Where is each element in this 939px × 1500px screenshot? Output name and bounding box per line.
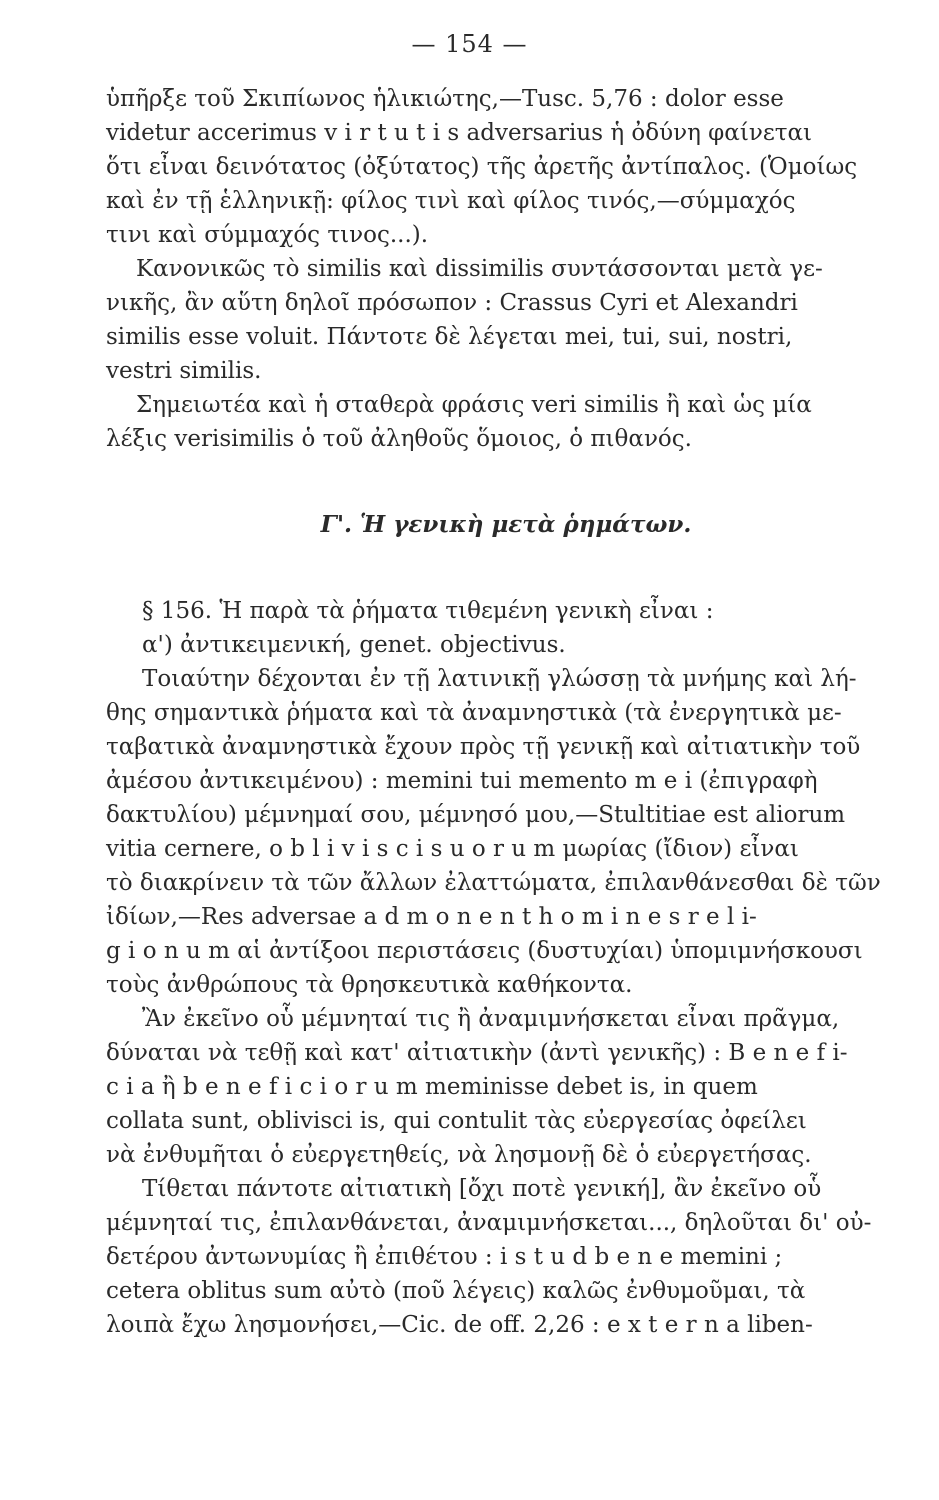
text-line: g i o n u m αἱ ἀντίξοοι περιστάσεις (δυστυχίαι) ὑπομιμνήσκουσι	[106, 938, 863, 964]
text-line: α') ἀντικειμενική, genet. objectivus.	[142, 632, 566, 658]
text-line: τοὺς ἀνθρώπους τὰ θρησκευτικὰ καθήκοντα.	[106, 972, 633, 998]
text-line: Τίθεται πάντοτε αἰτιατικὴ [ὄχι ποτὲ γενική], ἂν ἐκεῖνο οὗ	[142, 1176, 822, 1202]
text-line: καὶ ἐν τῇ ἑλληνικῇ: φίλος τινὶ καὶ φίλος τινός,—σύμμαχός	[106, 188, 796, 214]
section-heading: Γ'. Ἡ γενικὴ μετὰ ῥημάτων.	[320, 511, 692, 538]
text-line: τινι καὶ σύμμαχός τινος...).	[106, 222, 429, 248]
text-line: Κανονικῶς τὸ similis καὶ dissimilis συντάσσονται μετὰ γε-	[136, 256, 823, 282]
text-line: ἰδίων,—Res adversae a d m o n e n t h o m i n e s r e l i-	[106, 904, 757, 930]
text-line: τὸ διακρίνειν τὰ τῶν ἄλλων ἐλαττώματα, ἐπιλανθάνεσθαι δὲ τῶν	[106, 870, 881, 896]
text-line: νικῆς, ἂν αὕτη δηλοῖ πρόσωπον : Crassus Cyri et Alexandri	[106, 290, 798, 316]
text-line: Ἂν ἐκεῖνο οὗ μέμνηταί τις ἢ ἀναμιμνήσκεται εἶναι πρᾶγμα,	[142, 1006, 840, 1032]
text-line: vitia cernere, o b l i v i s c i s u o r u m μωρίας (ἴδιον) εἶναι	[106, 836, 799, 862]
text-line: δακτυλίου) μέμνημαί σου, μέμνησό μου,—Stultitiae est aliorum	[106, 802, 846, 828]
text-line: δετέρου ἀντωνυμίας ἢ ἐπιθέτου : i s t u d b e n e memini ;	[106, 1244, 783, 1270]
text-line: Σημειωτέα καὶ ἡ σταθερὰ φράσις veri similis ἢ καὶ ὡς μία	[136, 392, 812, 418]
text-line: collata sunt, oblivisci is, qui contulit τὰς εὐεργεσίας ὀφείλει	[106, 1108, 807, 1134]
text-line: vestri similis.	[106, 358, 262, 384]
text-line: μέμνηταί τις, ἐπιλανθάνεται, ἀναμιμνήσκεται..., δηλοῦται δι' οὐ-	[106, 1210, 872, 1236]
text-line: λέξις verisimilis ὁ τοῦ ἀληθοῦς ὅμοιος, ὁ πιθανός.	[106, 426, 692, 452]
text-line: Τοιαύτην δέχονται ἐν τῇ λατινικῇ γλώσσῃ τὰ μνήμης καὶ λή-	[142, 666, 857, 692]
text-line: ἀμέσου ἀντικειμένου) : memini tui memento m e i (ἐπιγραφὴ	[106, 768, 818, 794]
text-line: λοιπὰ ἔχω λησμονήσει,—Cic. de off. 2,26 : e x t e r n a liben-	[106, 1312, 813, 1338]
text-line: similis esse voluit. Πάντοτε δὲ λέγεται mei, tui, sui, nostri,	[106, 324, 793, 350]
text-line: ὅτι εἶναι δεινότατος (ὀξύτατος) τῆς ἀρετῆς ἀντίπαλος. (Ὁμοίως	[106, 154, 858, 180]
text-line: c i a ἢ b e n e f i c i o r u m meminisse debet is, in quem	[106, 1074, 758, 1100]
text-line: ταβατικὰ ἀναμνηστικὰ ἔχουν πρὸς τῇ γενικῇ καὶ αἰτιατικὴν τοῦ	[106, 734, 861, 760]
text-line: § 156. Ἡ παρὰ τὰ ῥήματα τιθεμένη γενικὴ εἶναι :	[142, 598, 714, 624]
text-line: ὑπῆρξε τοῦ Σκιπίωνος ἡλικιώτης,—Tusc. 5,76 : dolor esse	[106, 86, 784, 112]
page-body	[106, 82, 906, 1342]
text-line: νὰ ἐνθυμῆται ὁ εὐεργετηθείς, νὰ λησμονῇ δὲ ὁ εὐεργετήσας.	[106, 1142, 812, 1168]
text-line: videtur accerimus v i r t u t i s adversarius ἡ ὀδύνη φαίνεται	[106, 120, 813, 146]
page-number: — 154 —	[411, 30, 528, 58]
text-line: θης σημαντικὰ ῥήματα καὶ τὰ ἀναμνηστικὰ (τὰ ἐνεργητικὰ με-	[106, 700, 842, 726]
text-line: cetera oblitus sum αὐτὸ (ποῦ λέγεις) καλῶς ἐνθυμοῦμαι, τὰ	[106, 1278, 806, 1304]
text-line: δύναται νὰ τεθῇ καὶ κατ' αἰτιατικὴν (ἀντὶ γενικῆς) : B e n e f i-	[106, 1040, 848, 1066]
